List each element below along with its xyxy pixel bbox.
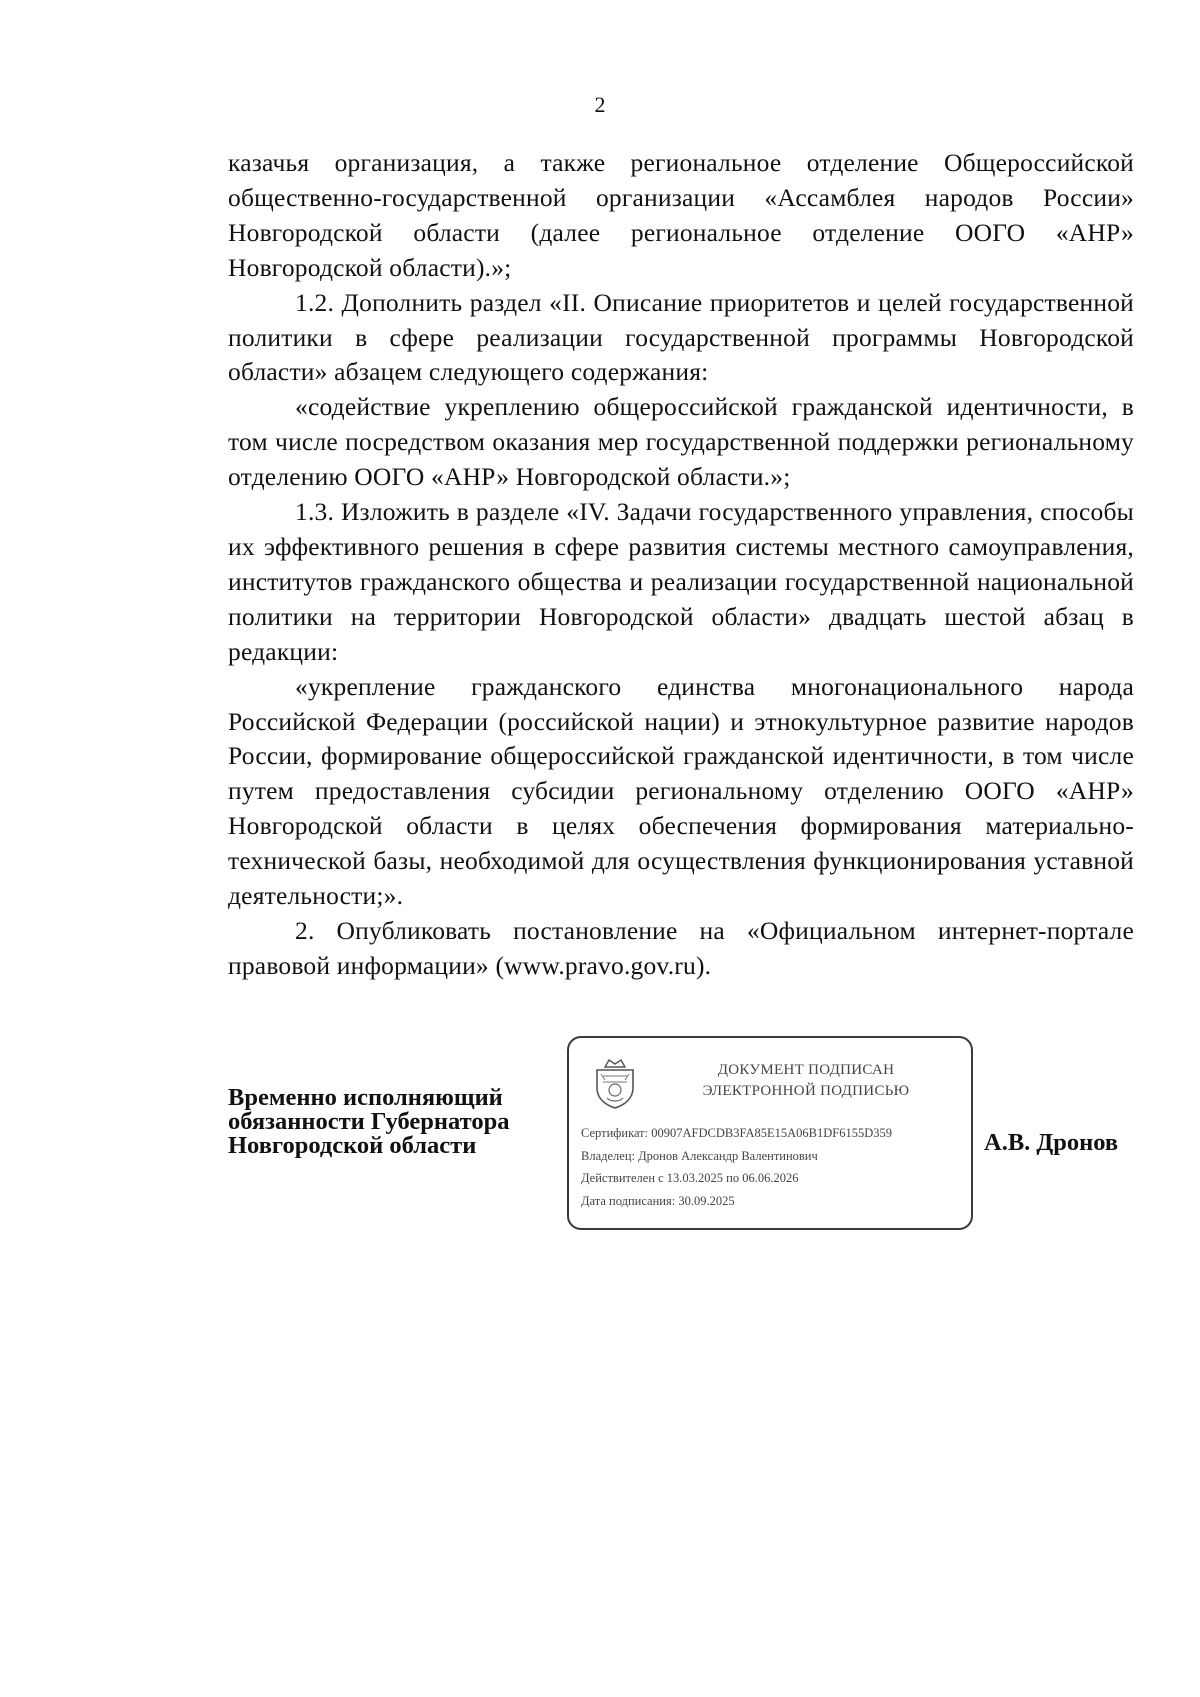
paragraph-quote-1: «содействие укреплению общероссийской гражданской идентичности, в том числе посредством оказания мер государственной поддержки региональному отделению ООГО «АНР» Новгородской области.»;: [228, 392, 1134, 492]
paragraph-item-2: 2. Опубликовать постановление на «Официальном интернет-портале правовой информации» (www.pravo.gov.ru).: [228, 915, 1134, 980]
paragraph-continuation: казачья организация, а также региональное отделение Общероссийской общественно-государственной организации «Ассамблея народов России» Новгородской области (далее региональное отделение ООГО «АНР» Новгородской области).»;: [228, 148, 1134, 282]
stamp-heading: ДОКУМЕНТ ПОДПИСАН: [717, 1062, 895, 1078]
signatory-position-line: Новгородской области: [228, 1132, 477, 1159]
signatory-position-line: Временно исполняющий: [228, 1084, 503, 1111]
paragraph-quote-2: «укрепление гражданского единства многонационального народа Российской Федерации (российской нации) и этнокультурное развитие народов России, формирование общероссийской гражданской идентичности, в том числе путем предоставления субсидии региональному отделению ООГО «АНР» Новгородской области в целях обеспечения формирования материально-технической базы, необходимой для осуществления функционирования уставной деятельности;».: [228, 671, 1134, 911]
electronic-signature-stamp: [567, 1036, 973, 1230]
signatory-position: [228, 1086, 558, 1158]
stamp-heading: ЭЛЕКТРОННОЙ ПОДПИСЬЮ: [702, 1083, 910, 1099]
signer-name: А.В. Дронов: [984, 1129, 1119, 1156]
signatory-position-line: обязанности Губернатора: [228, 1108, 510, 1135]
paragraph-item-1-2: 1.2. Дополнить раздел «II. Описание приоритетов и целей государственной политики в сфере реализации государственной программы Новгородской области» абзацем следующего содержания:: [228, 287, 1134, 387]
stamp-validity: Действителен с 13.03.2025 по 06.06.2026: [581, 1171, 799, 1185]
coat-of-arms-icon: [591, 1058, 639, 1110]
stamp-certificate: Сертификат: 00907AFDCDB3FA85E15A06B1DF6155D359: [581, 1126, 892, 1140]
paragraph-item-1-3: 1.3. Изложить в разделе «IV. Задачи государственного управления, способы их эффективного решения в сфере развития системы местного самоуправления, институтов гражданского общества и реализации государственной национальной политики на территории Новгородской области» двадцать шестой абзац в редакции:: [228, 497, 1134, 666]
page-number: 2: [594, 92, 606, 117]
stamp-owner: Владелец: Дронов Александр Валентинович: [581, 1149, 818, 1163]
stamp-signed-date: Дата подписания: 30.09.2025: [581, 1194, 735, 1208]
document-body: [228, 146, 1134, 984]
